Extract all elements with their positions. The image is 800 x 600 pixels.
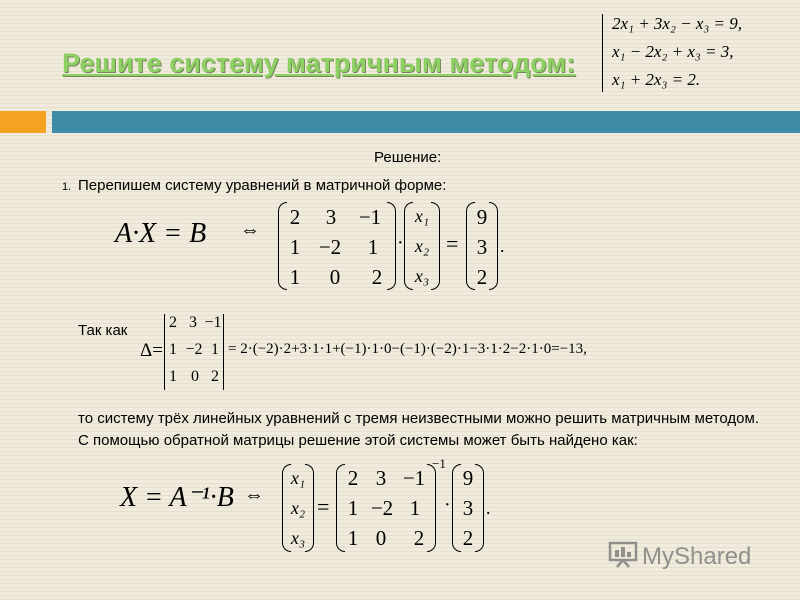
det-cell: 1 — [211, 341, 219, 358]
equation-2: x₁ − 2x₂ + x₃ = 3, — [612, 42, 734, 61]
matrix-a-cell: −1 — [358, 205, 382, 229]
determinant-expansion: = 2·(−2)·2+3·1·1+(−1)·1·0−(−1)·(−2)·1−3·1·2−2·1·0=−13, — [228, 341, 587, 357]
equals-sign: = — [446, 231, 459, 256]
matrix-a-cell: −1 — [402, 466, 426, 490]
equals-sign-2: = — [317, 494, 330, 519]
since-label: Так как — [78, 322, 128, 339]
matrix-a-cell: 2 — [347, 466, 359, 490]
watermark-text: MyShared — [642, 543, 752, 570]
equivalence-symbol-2: ⇔ — [244, 484, 264, 506]
det-cell: 2 — [211, 368, 219, 385]
matrix-a-cell: 1 — [347, 526, 359, 550]
matrix-a-cell: 1 — [409, 496, 421, 520]
matrix-equation: A·X = B — [115, 218, 207, 249]
page-title: Решите систему матричным методом: — [62, 48, 576, 78]
vector-b-cell: 3 — [476, 235, 488, 259]
period: . — [500, 236, 505, 256]
det-cell: 3 — [189, 314, 197, 331]
det-cell: 1 — [169, 341, 177, 358]
det-cell: 1 — [169, 368, 177, 385]
equation-1: 2x₁ + 3x₂ − x₃ = 9, — [612, 14, 743, 33]
step-text: Перепишем систему уравнений в матричной форме: — [78, 177, 447, 194]
accent-bar-blue — [52, 111, 800, 133]
vector-x-cell: x₂ — [414, 236, 430, 256]
matrix-a-cell: 3 — [325, 205, 337, 229]
matrix-a-cell: 3 — [375, 466, 387, 490]
matrix-a-cell: 0 — [329, 265, 341, 289]
vector-b-cell: 2 — [476, 265, 488, 289]
vector-x-cell: x₁ — [290, 468, 306, 488]
vector-b-cell: 9 — [476, 205, 488, 229]
matrix-a-cell: 0 — [375, 526, 387, 550]
vector-x-cell: x₂ — [290, 498, 306, 518]
equation-system — [598, 12, 788, 92]
myshared-logo — [608, 540, 751, 575]
period-2: . — [486, 498, 491, 518]
equivalence-symbol: ⇔ — [240, 219, 260, 241]
det-cell: −2 — [185, 341, 203, 358]
det-cell: 2 — [169, 314, 177, 331]
inverse-exponent: −1 — [432, 456, 446, 471]
inverse-equation: X = A⁻¹·B — [120, 482, 234, 513]
delta-symbol: Δ= — [140, 340, 163, 361]
step-number: 1. — [62, 181, 72, 193]
matrix-a-cell: −2 — [370, 496, 394, 520]
conclusion-text: то систему трёх линейных уравнений с тремя неизвестными можно решить матричным методом. С помощью обратной матрицы решение этой системы может быть найдено как: — [78, 410, 759, 449]
det-cell: 0 — [191, 368, 199, 385]
vector-x-cell: x₃ — [290, 528, 306, 548]
multiply-dot-2: · — [444, 494, 451, 516]
matrix-a-cell: 1 — [289, 265, 301, 289]
accent-bar-orange — [0, 111, 46, 133]
vector-x-cell: x₃ — [414, 266, 430, 286]
matrix-a-cell: 2 — [289, 205, 301, 229]
matrix-a-cell: 1 — [347, 496, 359, 520]
matrix-a-cell: 2 — [413, 526, 425, 550]
vector-b-cell: 9 — [462, 466, 474, 490]
solution-heading: Решение: — [374, 149, 442, 166]
vector-b-cell: 2 — [462, 526, 474, 550]
matrix-a-cell: −2 — [318, 235, 342, 259]
presentation-icon — [608, 540, 638, 575]
multiply-dot: · — [397, 232, 404, 254]
vector-x-cell: x₁ — [414, 206, 430, 226]
matrix-a-cell: 2 — [371, 265, 383, 289]
matrix-a-cell: 1 — [367, 235, 379, 259]
det-cell: −1 — [204, 314, 222, 331]
matrix-a-cell: 1 — [289, 235, 301, 259]
vector-b-cell: 3 — [462, 496, 474, 520]
equation-3: x₁ + 2x₃ = 2. — [612, 70, 701, 89]
